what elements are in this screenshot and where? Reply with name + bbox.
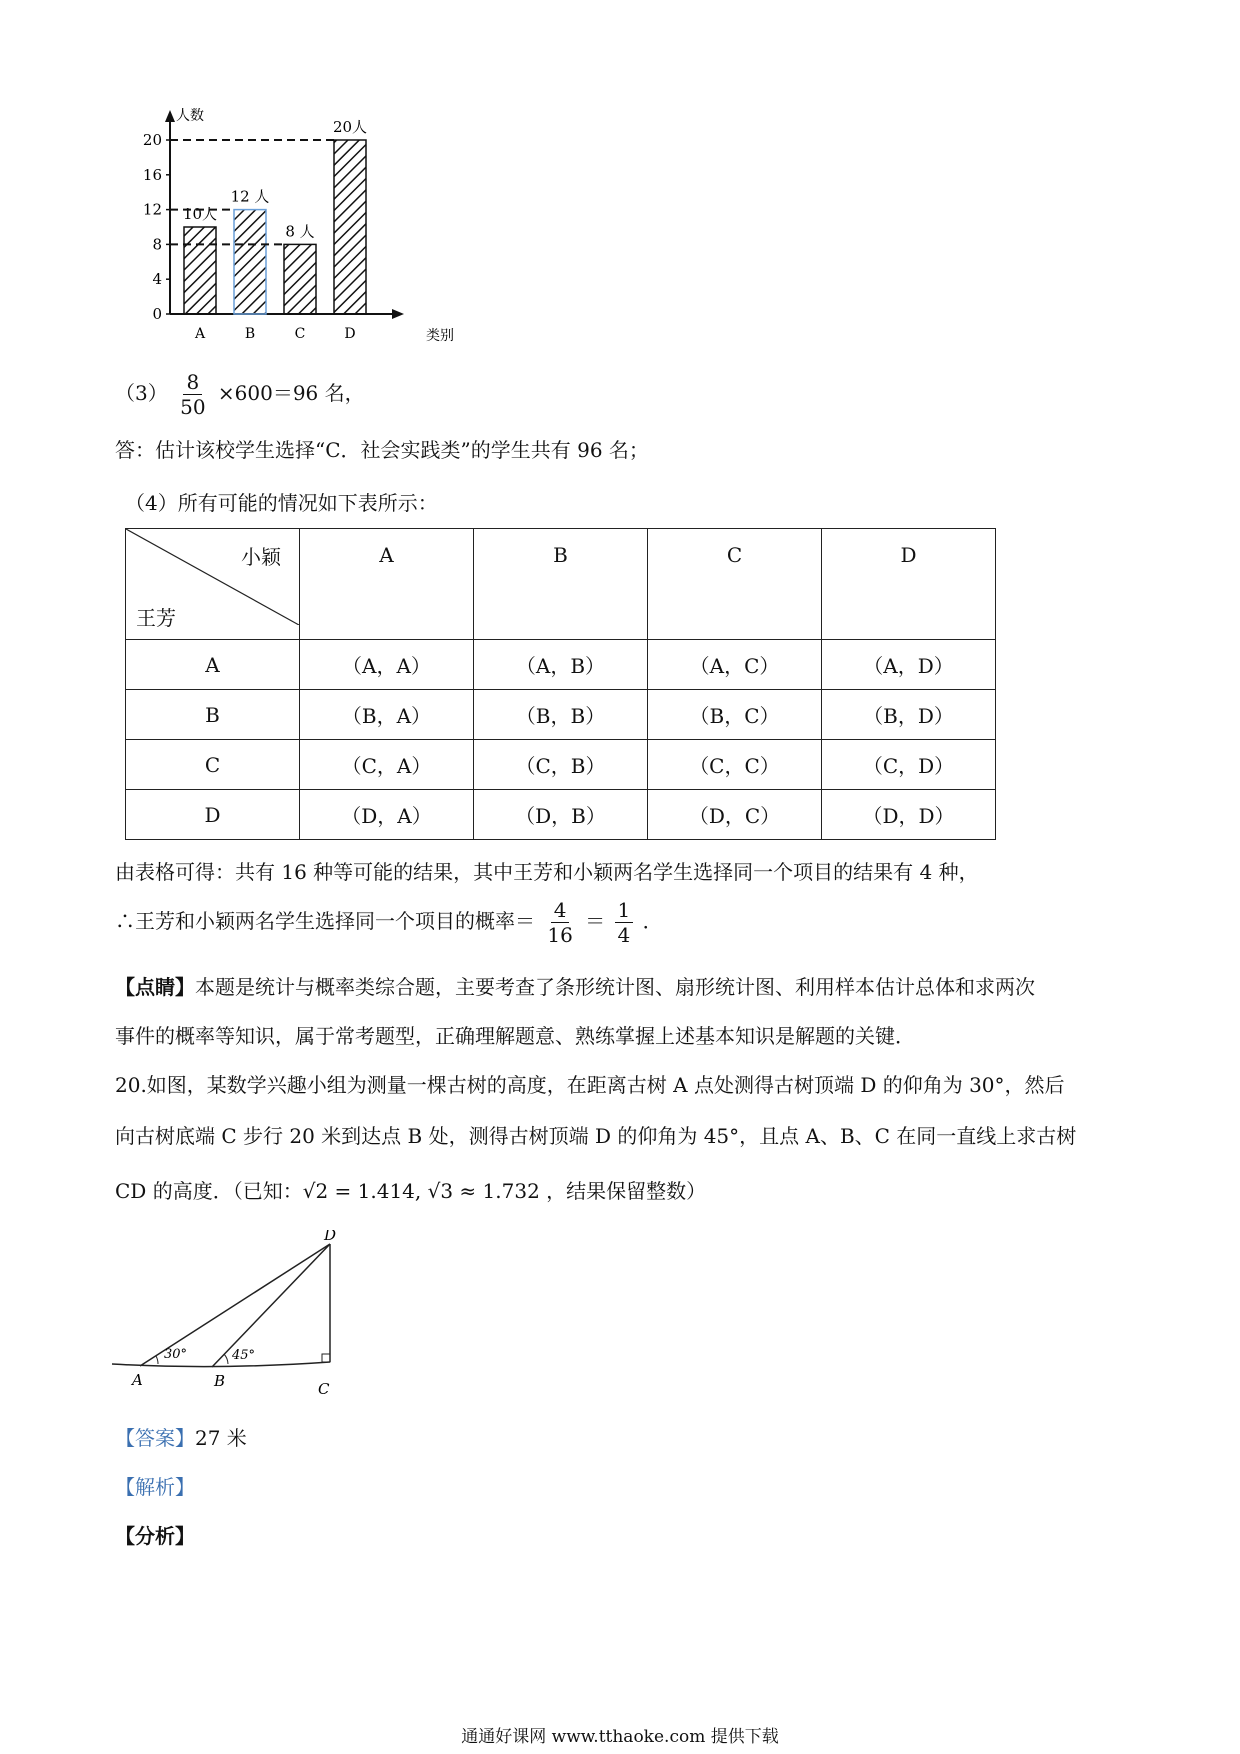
table-cell: （B，C） (648, 690, 822, 740)
bar (334, 140, 366, 314)
point-label-a: A (132, 1371, 143, 1389)
table-cell: （B，A） (300, 690, 474, 740)
table-cell: （B，D） (822, 690, 996, 740)
comment-line-1 (115, 971, 1035, 1000)
analysis-label: 【解析】 (115, 1475, 195, 1499)
bar-data-label: 8 人 (285, 222, 315, 241)
angle-label-45: 45° (232, 1348, 256, 1363)
row-label: A (126, 640, 300, 690)
y-axis-arrow (165, 110, 175, 122)
probability-prefix: ∴王芳和小颖两名学生选择同一个项目的概率＝ (115, 909, 535, 933)
x-axis-arrow (392, 309, 404, 319)
fraction-numerator: 1 (615, 898, 634, 923)
x-axis-title: 类别 (426, 328, 454, 344)
row-label: D (126, 790, 300, 840)
table-cell: （B，B） (474, 690, 648, 740)
table-row (126, 690, 996, 740)
table-cell: （A，B） (474, 640, 648, 690)
part3-answer: 答：估计该校学生选择“C．社会实践类”的学生共有 96 名； (115, 438, 649, 462)
tree-height-figure (108, 1230, 348, 1410)
bar (234, 210, 266, 314)
part4-intro: （4）所有可能的情况如下表所示： (125, 491, 438, 515)
diagonal-header-cell (126, 529, 300, 640)
table-row (126, 640, 996, 690)
point-label-b: B (214, 1372, 226, 1390)
q20-line-1: 20.如图，某数学兴趣小组为测量一棵古树的高度，在距离古树 A 点处测得古树顶端 D 的仰角为 30°，然后 (115, 1073, 1065, 1097)
table-header-row (126, 529, 996, 640)
bar-data-label: 20人 (332, 118, 368, 136)
y-axis-title: 人数 (176, 108, 204, 124)
comment-line-2: 事件的概率等知识，属于常考题型，正确理解题意、熟练掌握上述基本知识是解题的关键． (115, 1024, 915, 1048)
row-label: C (126, 740, 300, 790)
equals-sign: ＝ (585, 909, 606, 933)
bar-chart (130, 108, 490, 348)
x-tick-label: D (344, 326, 356, 342)
table-cell: （D，C） (648, 790, 822, 840)
fraction-numerator: 8 (183, 370, 202, 395)
y-tick-label: 4 (152, 270, 162, 289)
fraction-numerator: 4 (551, 898, 570, 923)
row-header-label: 王芳 (136, 606, 176, 630)
part3-fraction (177, 370, 208, 419)
probability-fraction-1 (544, 898, 575, 947)
part3-prefix: （3） (115, 381, 168, 405)
page-footer: 通通好课网 www.tthaoke.com 提供下载 (461, 1727, 779, 1747)
table-row (126, 790, 996, 840)
row-label: B (126, 690, 300, 740)
fraction-denominator: 16 (547, 923, 573, 947)
x-tick-label: C (294, 326, 306, 342)
table-cell: （A，A） (300, 640, 474, 690)
answer-line (115, 1422, 247, 1451)
y-tick-label: 20 (142, 131, 162, 149)
y-tick-label: 12 (142, 200, 162, 219)
bar-data-label: 10人 (182, 205, 218, 223)
column-header: B (474, 529, 648, 640)
column-header: D (822, 529, 996, 640)
comment-label: 【点睛】 (115, 975, 195, 999)
q20-line-3: CD 的高度．（已知：√2 = 1.414, √3 ≈ 1.732 ，结果保留整数） (115, 1179, 707, 1203)
y-tick-label: 0 (152, 305, 162, 323)
table-cell: （D，D） (822, 790, 996, 840)
column-header: C (648, 529, 822, 640)
table-cell: （D，A） (300, 790, 474, 840)
probability-line (115, 898, 663, 947)
table-cell: （A，D） (822, 640, 996, 690)
bar (184, 227, 216, 314)
angle-label-30: 30° (164, 1347, 188, 1362)
point-label-c: C (318, 1380, 330, 1398)
probability-fraction-2 (615, 898, 634, 947)
answer-value: 27 米 (195, 1426, 247, 1450)
fraction-denominator: 50 (180, 395, 206, 419)
fraction-denominator: 4 (617, 923, 631, 947)
table-cell: （C，B） (474, 740, 648, 790)
line-of-sight-b (212, 1244, 330, 1367)
table-cell: （C，C） (648, 740, 822, 790)
answer-label: 【答案】 (115, 1426, 195, 1450)
table-row (126, 740, 996, 790)
outcome-table (125, 528, 996, 840)
part3-expression: ×600＝96 名， (217, 381, 365, 405)
fenxi-label: 【分析】 (115, 1524, 195, 1548)
column-header: A (300, 529, 474, 640)
sentence-end: ． (642, 909, 663, 933)
point-label-d: D (324, 1230, 337, 1244)
y-tick-label: 16 (142, 165, 162, 184)
y-tick-label: 8 (152, 235, 162, 254)
table-cell: （C，D） (822, 740, 996, 790)
result-text: 由表格可得：共有 16 种等可能的结果，其中王芳和小颖两名学生选择同一个项目的结果有 4 种， (115, 860, 979, 884)
bar (284, 244, 316, 314)
right-angle-mark (322, 1354, 330, 1362)
col-header-label: 小颖 (241, 545, 281, 569)
q20-line-2: 向古树底端 C 步行 20 米到达点 B 处，测得古树顶端 D 的仰角为 45°，且点 A、B、C 在同一直线上求古树 (115, 1124, 1077, 1148)
comment-text-1: 本题是统计与概率类综合题，主要考查了条形统计图、扇形统计图、利用样本估计总体和求两次 (195, 975, 1035, 999)
table-cell: （C，A） (300, 740, 474, 790)
x-tick-label: A (194, 326, 206, 342)
part3-line (115, 370, 365, 419)
bar-data-label: 12 人 (230, 187, 270, 206)
table-cell: （A，C） (648, 640, 822, 690)
angle-arc-a (156, 1356, 158, 1364)
table-cell: （D，B） (474, 790, 648, 840)
x-tick-label: B (244, 326, 256, 342)
angle-arc-b (224, 1354, 228, 1364)
